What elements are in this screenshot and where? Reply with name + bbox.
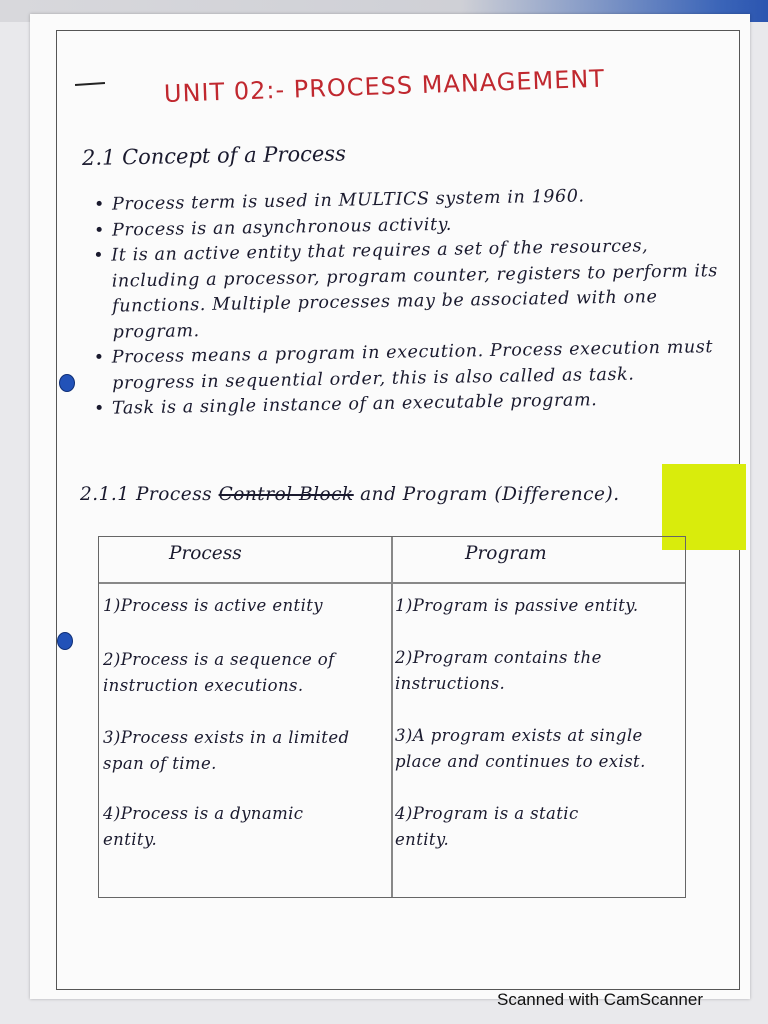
subsection-heading [80,484,620,505]
bullet-list [92,186,722,423]
table-cell-process: 1)Process is active entity [103,596,324,615]
unit-title: UNIT 02:- PROCESS MANAGEMENT [163,64,606,108]
subsection-rest: and Program (Difference). [360,484,620,505]
table-cell-program: 4)Program is a static entity. [395,804,579,849]
bullet-text: Process is an asynchronous activity. [111,214,453,241]
section-heading: 2.1 Concept of a Process [81,141,347,170]
table-cell-process: 2)Process is a sequence of instruction executions. [103,650,335,695]
table-cell-program: 1)Program is passive entity. [395,596,639,615]
scanner-watermark: Scanned with CamScanner [497,990,704,1009]
header-program: Program [465,543,547,564]
header-divider [99,582,685,584]
binder-hole-icon [59,374,75,392]
struck-text: Control Block [218,484,354,505]
table-cell-process: 3)Process exists in a limited span of time. [103,728,350,773]
header-process: Process [169,543,242,564]
bullet-text: It is an active entity that requires a set of the resources, including a processor, program counter, registers to perform its functions. Multiple processes may be associated with one program. [111,236,719,343]
table-cell-program: 3)A program exists at single place and continues to exist. [395,726,646,771]
bullet-text: Task is a single instance of an executable program. [111,390,598,419]
bullet-icon: • [93,347,105,368]
bullet-icon: • [93,245,105,266]
subsection-number: 2.1.1 Process [80,484,213,505]
column-divider [391,537,393,897]
comparison-table [98,536,686,898]
bullet-icon: • [93,398,106,419]
bullet-text: Process means a program in execution. Process execution must progress in sequential order, this is also called as task. [111,337,714,394]
table-cell-program: 2)Program contains the instructions. [395,648,602,693]
bullet-icon: • [93,194,106,215]
bullet-text: Process term is used in MULTICS system in 1960. [111,186,585,215]
binder-hole-icon [57,632,73,650]
bullet-icon: • [93,220,106,241]
table-cell-process: 4)Process is a dynamic entity. [103,804,304,849]
bullet-item [91,233,723,346]
